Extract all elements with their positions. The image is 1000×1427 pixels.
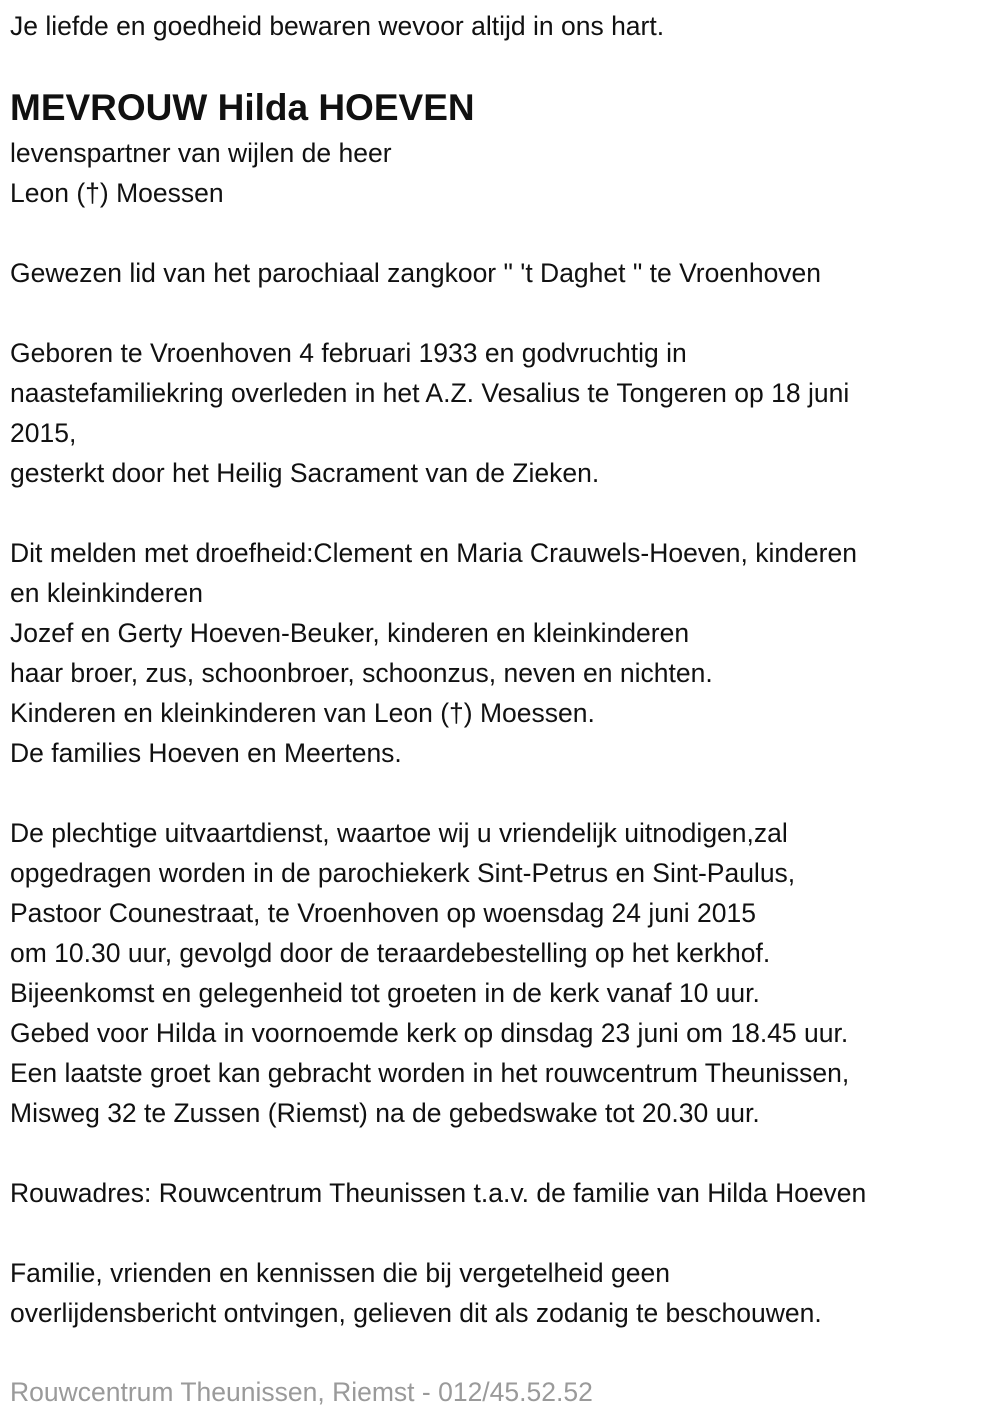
text-line: en kleinkinderen — [10, 578, 203, 608]
text-line: De families Hoeven en Meertens. — [10, 738, 402, 768]
text-line: Geboren te Vroenhoven 4 februari 1933 en godvruchtig in — [10, 338, 687, 368]
partner-block — [10, 133, 392, 213]
text-line: Misweg 32 te Zussen (Riemst) na de gebedswake tot 20.30 uur. — [10, 1098, 760, 1128]
deceased-name: MEVROUW Hilda HOEVEN — [10, 87, 475, 128]
motto: Je liefde en goedheid bewaren wevoor altijd in ons hart. — [10, 11, 665, 41]
text-line: naastefamiliekring overleden in het A.Z. Vesalius te Tongeren op 18 juni — [10, 378, 850, 408]
birth-death-block — [10, 333, 849, 493]
text-line: om 10.30 uur, gevolgd door de teraardebestelling op het kerkhof. — [10, 938, 771, 968]
text-line: opgedragen worden in de parochiekerk Sint-Petrus en Sint-Paulus, — [10, 858, 796, 888]
mourners-block — [10, 533, 857, 773]
service-block — [10, 813, 849, 1133]
text-line: Dit melden met droefheid:Clement en Maria Crauwels-Hoeven, kinderen — [10, 538, 857, 568]
partner-line: Leon (†) Moessen — [10, 178, 224, 208]
text-line: 2015, — [10, 418, 77, 448]
text-line: De plechtige uitvaartdienst, waartoe wij u vriendelijk uitnodigen,zal — [10, 818, 788, 848]
text-line: Kinderen en kleinkinderen van Leon (†) Moessen. — [10, 698, 595, 728]
mourning-address: Rouwadres: Rouwcentrum Theunissen t.a.v. de familie van Hilda Hoeven — [10, 1178, 867, 1208]
text-line: Familie, vrienden en kennissen die bij vergetelheid geen — [10, 1258, 670, 1288]
text-line: Een laatste groet kan gebracht worden in het rouwcentrum Theunissen, — [10, 1058, 850, 1088]
text-line: Gebed voor Hilda in voornoemde kerk op dinsdag 23 juni om 18.45 uur. — [10, 1018, 849, 1048]
partner-line: levenspartner van wijlen de heer — [10, 138, 392, 168]
choir-text: Gewezen lid van het parochiaal zangkoor " 't Daghet " te Vroenhoven — [10, 258, 822, 288]
text-line: Jozef en Gerty Hoeven-Beuker, kinderen en kleinkinderen — [10, 618, 690, 648]
text-line: haar broer, zus, schoonbroer, schoonzus, neven en nichten. — [10, 658, 713, 688]
text-line: overlijdensbericht ontvingen, gelieven dit als zodanig te beschouwen. — [10, 1298, 822, 1328]
text-line: Pastoor Counestraat, te Vroenhoven op woensdag 24 juni 2015 — [10, 898, 756, 928]
text-line: gesterkt door het Heilig Sacrament van de Zieken. — [10, 458, 600, 488]
text-line: Bijeenkomst en gelegenheid tot groeten in de kerk vanaf 10 uur. — [10, 978, 760, 1008]
notice-block — [10, 1253, 822, 1333]
funeral-home-footer: Rouwcentrum Theunissen, Riemst - 012/45.52.52 — [10, 1377, 593, 1407]
